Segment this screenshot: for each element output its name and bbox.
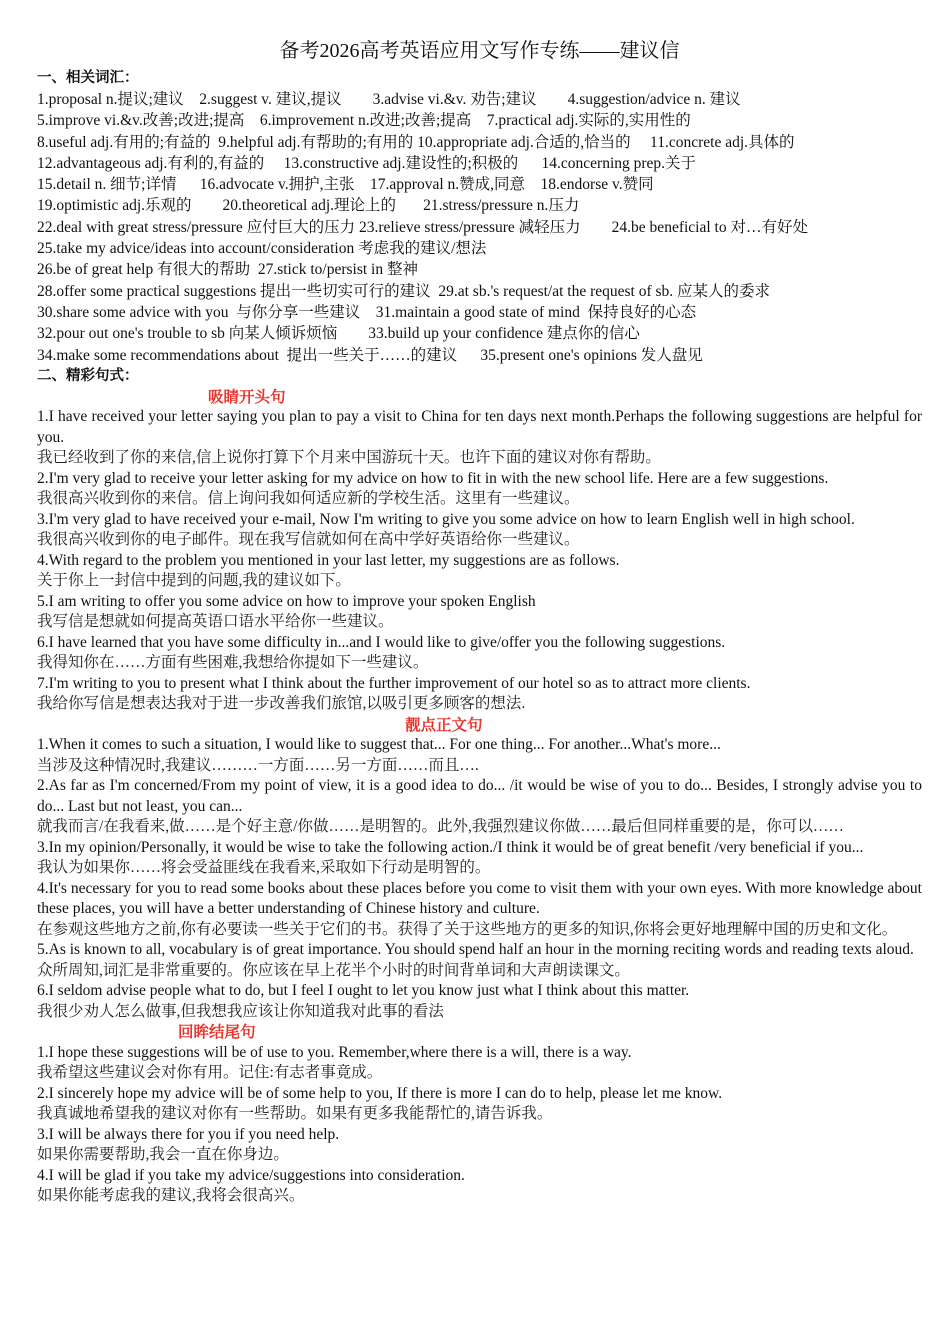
sentence-chinese: 如果你能考虑我的建议,我将会很高兴。 — [37, 1187, 305, 1205]
sentence-item — [37, 1043, 922, 1084]
sentence-english: 4.With regard to the problem you mentioned in your last letter, my suggestions are as follows. — [37, 551, 620, 569]
sentence-item — [37, 1166, 922, 1207]
sentence-item — [37, 1125, 922, 1166]
sentence-english: 3.In my opinion/Personally, it would be wise to take the following action./I think it would be of great benefit /very beneficial if you... — [37, 838, 864, 856]
sentence-english: 4.I will be glad if you take my advice/suggestions into consideration. — [37, 1166, 465, 1184]
opening-sentences-list — [37, 407, 922, 715]
vocabulary-line: 30.share some advice with you 与你分享一些建议 31.maintain a good state of mind 保持良好的心态 — [37, 303, 697, 321]
sentence-item — [37, 1084, 922, 1125]
sentence-chinese: 我很高兴收到你的来信。信上询问我如何适应新的学校生活。这里有一些建议。 — [37, 490, 580, 508]
sentence-chinese: 如果你需要帮助,我会一直在你身边。 — [37, 1146, 289, 1164]
sentence-chinese: 关于你上一封信中提到的问题,我的建议如下。 — [37, 572, 351, 590]
sentence-item — [37, 551, 922, 592]
sentence-item — [37, 407, 922, 469]
sentence-english: 3.I'm very glad to have received your e-mail, Now I'm writing to give you some advice on how to learn English well in high school. — [37, 510, 855, 528]
sentence-english: 6.I seldom advise people what to do, but I feel I ought to let you know just what I think about this matter. — [37, 982, 690, 1000]
sentence-item — [37, 510, 922, 551]
vocabulary-line: 26.be of great help 有很大的帮助 27.stick to/persist in 整神 — [37, 261, 418, 279]
vocabulary-line: 5.improve vi.&v.改善;改进;提高 6.improvement n.改进;改善;提高 7.practical adj.实际的,实用性的 — [37, 112, 691, 130]
vocabulary-line: 25.take my advice/ideas into account/consideration 考虑我的建议/想法 — [37, 240, 487, 258]
sentence-english: 7.I'm writing to you to present what I think about the further improvement of our hotel so as to attract more clients. — [37, 674, 751, 692]
sentence-item — [37, 879, 922, 941]
sentence-chinese: 我很高兴收到你的电子邮件。现在我写信就如何在高中学好英语给你一些建议。 — [37, 531, 580, 549]
sentence-chinese: 我希望这些建议会对你有用。记住:有志者事竟成。 — [37, 1064, 383, 1082]
sentence-english: 4.It's necessary for you to read some books about these places before you come to visit them with your own eyes. With more knowledge about these places, you will have a better understanding of Chinese history and culture. — [37, 879, 922, 918]
sentence-item — [37, 674, 922, 715]
sentence-item — [37, 838, 922, 879]
vocabulary-line: 12.advantageous adj.有利的,有益的 13.constructive adj.建设性的;积极的 14.concerning prep.关于 — [37, 154, 697, 172]
sentence-chinese: 当涉及这种情况时,我建议………一方面……另一方面……而且…. — [37, 756, 479, 774]
sentence-chinese: 我写信是想就如何提高英语口语水平给你一些建议。 — [37, 613, 394, 631]
sentence-english: 1.I hope these suggestions will be of use to you. Remember,where there is a will, there is a way. — [37, 1043, 632, 1061]
page-title: 备考2026高考英语应用文写作专练——建议信 — [279, 40, 680, 62]
opening-sentences-heading: 吸睛开头句 — [208, 387, 286, 406]
sentence-item — [37, 469, 922, 510]
sentence-item — [37, 981, 922, 1022]
sentence-chinese: 我给你写信是想表达我对于进一步改善我们旅馆,以吸引更多顾客的想法. — [37, 695, 526, 713]
sentence-chinese: 在参观这些地方之前,你有必要读一些关于它们的书。获得了关于这些地方的更多的知识,你将会更好地理解中国的历史和文化。 — [37, 920, 898, 938]
sentence-chinese: 我真诚地希望我的建议对你有一些帮助。如果有更多我能帮忙的,请告诉我。 — [37, 1105, 553, 1123]
sentence-item — [37, 592, 922, 633]
sentence-item — [37, 776, 922, 838]
document-page — [37, 38, 922, 1207]
sentence-chinese: 我认为如果你……将会受益匪线在我看来,采取如下行动是明智的。 — [37, 859, 491, 877]
section-vocabulary-heading: 一、相关词汇： — [37, 70, 139, 86]
sentence-chinese: 我得知你在……方面有些困难,我想给你提如下一些建议。 — [37, 654, 429, 672]
sentence-english: 2.I sincerely hope my advice will be of some help to you, If there is more I can do to help, please let me know. — [37, 1084, 723, 1102]
vocabulary-line: 22.deal with great stress/pressure 应付巨大的压力 23.relieve stress/pressure 减轻压力 24.be beneficial to 对…有好处 — [37, 218, 808, 236]
sentence-english: 2.I'm very glad to receive your letter asking for my advice on how to fit in with the new school life. Here are a few suggestions. — [37, 469, 829, 487]
sentence-english: 1.I have received your letter saying you plan to pay a visit to China for ten days next month.Perhaps the following suggestions are helpful for you. — [37, 408, 922, 446]
sentence-item — [37, 940, 922, 981]
vocabulary-line: 19.optimistic adj.乐观的 20.theoretical adj.理论上的 21.stress/pressure n.压力 — [37, 197, 580, 215]
closing-sentences-heading: 回眸结尾句 — [178, 1023, 256, 1042]
section-sentences-heading: 二、精彩句式： — [37, 367, 139, 384]
sentence-english: 2.As far as I'm concerned/From my point of view, it is a good idea to do... /it would be wise of you to do... Besides, I strongly advise you to do... Last but not least, you can... — [37, 777, 922, 815]
sentence-english: 5.As is known to all, vocabulary is of great importance. You should spend half an hour in the morning reciting words and reading texts aloud. — [37, 941, 914, 959]
vocabulary-line: 15.detail n. 细节;详情 16.advocate v.拥护,主张 17.approval n.赞成,同意 18.endorse v.赞同 — [37, 176, 654, 194]
sentence-chinese: 众所周知,词汇是非常重要的。你应该在早上花半个小时的时间背单词和大声朗读课文。 — [37, 961, 630, 979]
vocabulary-line: 34.make some recommendations about 提出一些关于……的建议 35.present one's opinions 发人盘见 — [37, 346, 703, 364]
sentence-chinese: 我很少劝人怎么做事,但我想我应该让你知道我对此事的看法 — [37, 1002, 444, 1020]
sentence-english: 3.I will be always there for you if you need help. — [37, 1125, 340, 1143]
sentence-item — [37, 735, 922, 776]
sentence-english: 6.I have learned that you have some difficulty in...and I would like to give/offer you the following suggestions. — [37, 633, 726, 651]
closing-sentences-list — [37, 1043, 922, 1207]
vocabulary-line: 1.proposal n.提议;建议 2.suggest v. 建议,提议 3.advise vi.&v. 劝告;建议 4.suggestion/advice n. 建议 — [37, 91, 741, 108]
vocabulary-line: 28.offer some practical suggestions 提出一些切实可行的建议 29.at sb.'s request/at the request of sb. 应某人的委求 — [37, 282, 771, 300]
sentence-chinese: 我已经收到了你的来信,信上说你打算下个月来中国游玩十天。也许下面的建议对你有帮助。 — [37, 449, 661, 467]
body-sentences-list — [37, 735, 922, 1022]
vocabulary-line: 8.useful adj.有用的;有益的 9.helpful adj.有帮助的;有用的 10.appropriate adj.合适的,恰当的 11.concrete adj.具体的 — [37, 133, 795, 151]
body-sentences-heading: 靓点正文句 — [405, 715, 483, 734]
sentence-chinese: 就我而言/在我看来,做……是个好主意/你做……是明智的。此外,我强烈建议你做……最后但同样重要的是，你可以…… — [37, 818, 844, 836]
vocabulary-list — [37, 89, 922, 366]
sentence-english: 5.I am writing to offer you some advice on how to improve your spoken English — [37, 592, 536, 610]
sentence-item — [37, 633, 922, 674]
vocabulary-line: 32.pour out one's trouble to sb 向某人倾诉烦恼 33.build up your confidence 建点你的信心 — [37, 325, 640, 343]
sentence-english: 1.When it comes to such a situation, I would like to suggest that... For one thing... For another...What's more... — [37, 736, 721, 754]
